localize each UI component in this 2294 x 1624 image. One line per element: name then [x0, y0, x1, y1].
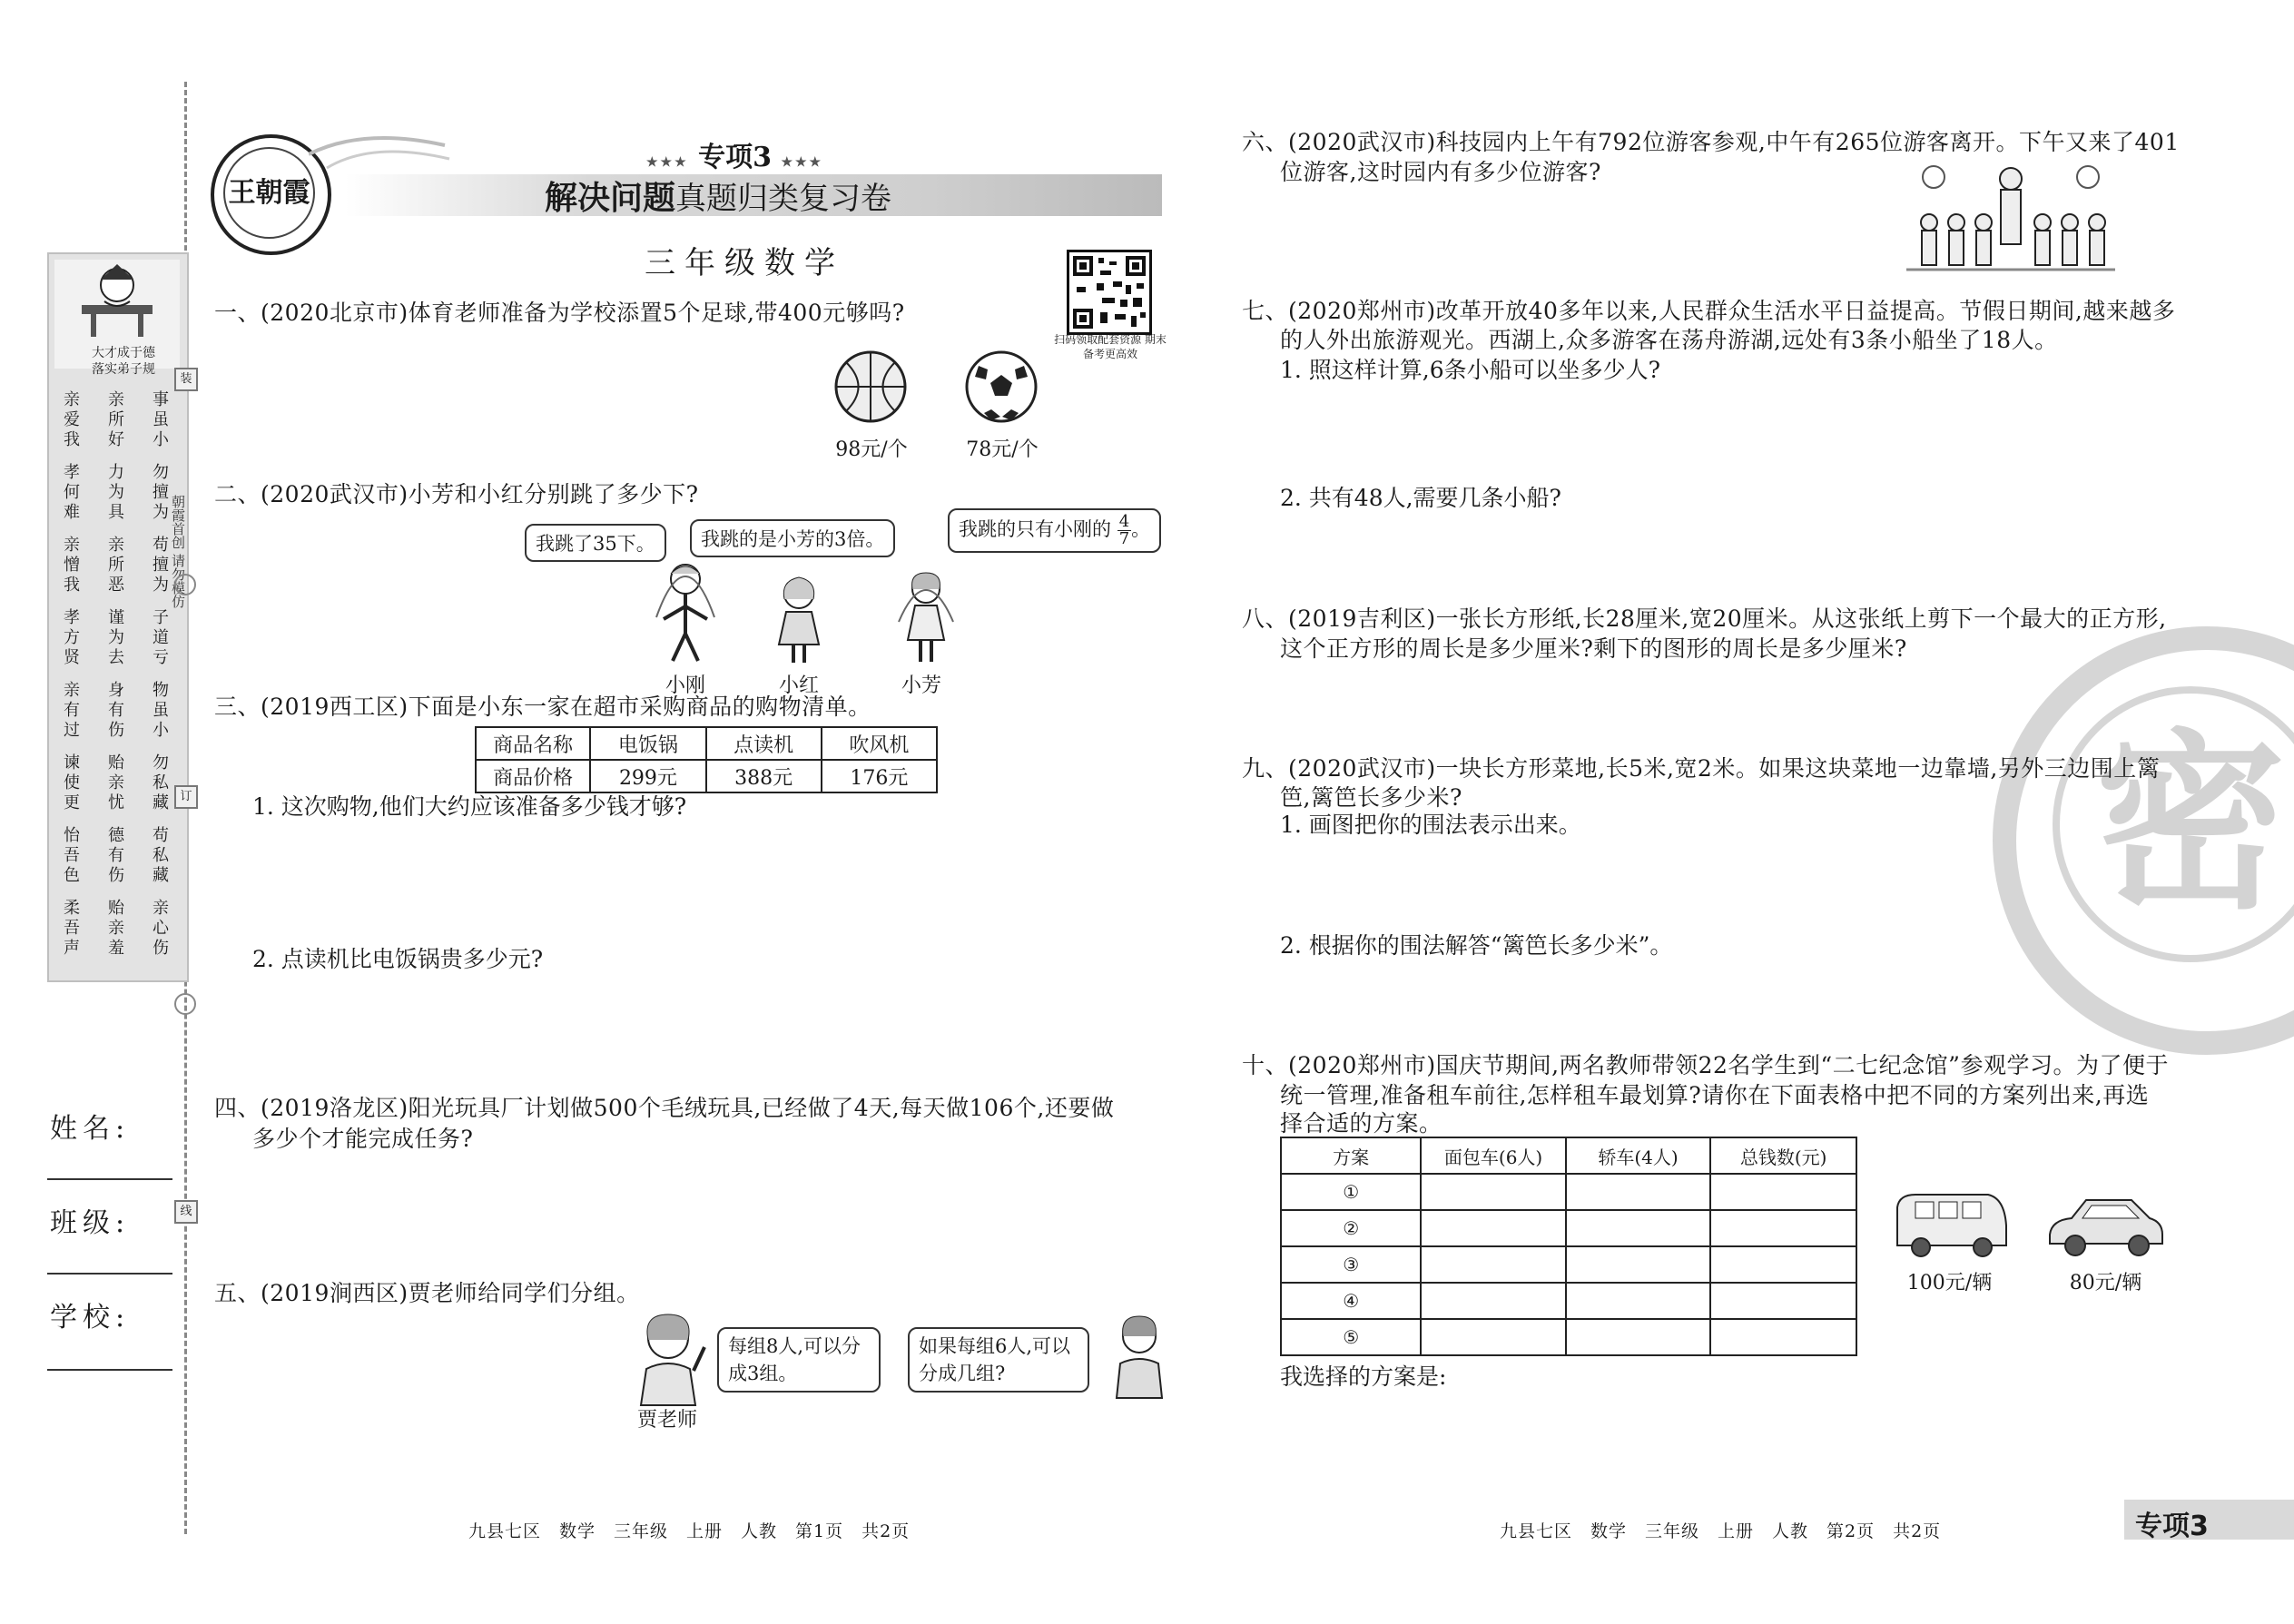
grade-subject: 三年级数学 — [645, 245, 844, 281]
qr-caption: 扫码领取配套资源 期末备考更高效 — [1054, 333, 1167, 360]
plan-number: ① — [1281, 1174, 1421, 1210]
van-image — [1888, 1189, 2011, 1262]
fraction-numerator: 4 — [1118, 512, 1130, 531]
kid-label-xiaofang: 小芳 — [901, 674, 941, 697]
secret-stamp — [1993, 626, 2294, 1055]
rule-column: 贻亲羞 — [108, 899, 124, 958]
kid-label-xiaogang: 小刚 — [665, 674, 705, 697]
rule-group — [62, 681, 171, 741]
table-header-cell: 轿车(4人) — [1566, 1137, 1710, 1174]
speech-bubble-xiaogang: 我跳了35下。 — [525, 524, 666, 562]
question-9-line-2: 笆,篱笆长多少米? — [1280, 784, 1462, 811]
series-label — [646, 134, 823, 174]
kid-xiaofang-image — [890, 567, 962, 667]
school-line[interactable] — [47, 1369, 172, 1371]
answer-cell[interactable] — [1421, 1246, 1565, 1283]
table-cell: 吹风机 — [822, 727, 937, 760]
shopping-table — [475, 726, 938, 793]
answer-cell[interactable] — [1421, 1283, 1565, 1319]
table-cell: 176元 — [822, 760, 937, 792]
speech-bubble-teacher: 每组8人,可以分成3组。 — [717, 1327, 881, 1393]
question-8-line-1: 八、(2019吉利区)一张长方形纸,长28厘米,宽20厘米。从这张纸上剪下一个最大的正方形, — [1242, 605, 2167, 632]
question-9-line-1: 九、(2020武汉市)一块长方形菜地,长5米,宽2米。如果这块菜地一边靠墙,另外三边围上篱 — [1242, 755, 2161, 782]
answer-cell[interactable] — [1566, 1174, 1710, 1210]
question-3-part-1: 1. 这次购物,他们大约应该准备多少钱才够? — [252, 793, 687, 820]
van-price: 100元/辆 — [1906, 1272, 1993, 1294]
speech-bubble-xiaofang — [948, 508, 1161, 553]
rule-column: 亲所好 — [108, 390, 124, 449]
rule-column: 勿私藏 — [153, 753, 169, 812]
ribbon-decoration — [309, 118, 454, 182]
table-cell: 299元 — [590, 760, 705, 792]
answer-cell[interactable] — [1710, 1174, 1856, 1210]
answer-cell[interactable] — [1421, 1319, 1565, 1355]
plan-number: ⑤ — [1281, 1319, 1421, 1355]
rule-group — [62, 390, 171, 450]
page-footer-right: 九县七区 数学 三年级 上册 人教 第2页 共2页 — [1500, 1521, 1942, 1541]
question-4-line-2: 多少个才能完成任务? — [252, 1126, 474, 1152]
rule-group — [62, 899, 171, 959]
table-row — [1281, 1210, 1856, 1246]
stars-right: ★★★ — [781, 155, 824, 170]
rule-column: 亲心伤 — [153, 899, 169, 958]
rule-column: 苟擅为 — [153, 536, 169, 595]
park-visitors-image — [1906, 159, 2115, 277]
question-5: 五、(2019涧西区)贾老师给同学们分组。 — [214, 1280, 640, 1306]
speech-bubble-student: 如果每组6人,可以分成几组? — [908, 1327, 1089, 1393]
table-cell: 电饭锅 — [590, 727, 705, 760]
rule-column: 事虽小 — [153, 390, 169, 449]
answer-cell[interactable] — [1566, 1319, 1710, 1355]
table-row — [476, 760, 937, 792]
question-3-part-2: 2. 点读机比电饭锅贵多少元? — [252, 946, 544, 972]
question-4-line-1: 四、(2019洛龙区)阳光玩具厂计划做500个毛绒玩具,已经做了4天,每天做106个,还要做 — [214, 1095, 1115, 1121]
question-10-line-3: 择合适的方案。 — [1280, 1110, 1442, 1137]
motto-line-2: 落实弟子规 — [92, 362, 155, 377]
plan-choice-label: 我选择的方案是: — [1280, 1363, 1447, 1390]
table-row — [1281, 1246, 1856, 1283]
answer-cell[interactable] — [1566, 1210, 1710, 1246]
table-header-row — [1281, 1137, 1856, 1174]
rule-group — [62, 826, 171, 886]
answer-cell[interactable] — [1566, 1283, 1710, 1319]
table-header-cell: 总钱数(元) — [1710, 1137, 1856, 1174]
punch-hole-1 — [174, 574, 196, 595]
school-label: 学校: — [50, 1302, 131, 1334]
student-image — [1108, 1309, 1171, 1400]
plan-number: ③ — [1281, 1246, 1421, 1283]
bind-mark-2: 订 — [174, 785, 198, 809]
rule-column: 子道亏 — [153, 608, 169, 667]
name-label: 姓名: — [50, 1113, 131, 1145]
football-price: 78元/个 — [966, 438, 1039, 461]
rule-column: 谏使更 — [64, 753, 80, 812]
plan-number: ② — [1281, 1210, 1421, 1246]
football-image — [964, 349, 1039, 424]
table-cell: 商品价格 — [476, 760, 590, 792]
teacher-label: 贾老师 — [636, 1409, 697, 1432]
answer-cell[interactable] — [1710, 1246, 1856, 1283]
rule-column: 孝方贤 — [64, 608, 80, 667]
answer-cell[interactable] — [1566, 1246, 1710, 1283]
table-row — [1281, 1283, 1856, 1319]
rule-column: 贻亲忧 — [108, 753, 124, 812]
question-6-line-1: 六、(2020武汉市)科技园内上午有792位游客参观,中午有265位游客离开。下午又来了401 — [1242, 129, 2180, 155]
rule-column: 孝何难 — [64, 463, 80, 522]
question-6-line-2: 位游客,这时园内有多少位游客? — [1280, 159, 1601, 185]
answer-cell[interactable] — [1710, 1283, 1856, 1319]
rule-column: 怡吾色 — [64, 826, 80, 885]
question-10-line-1: 十、(2020郑州市)国庆节期间,两名教师带领22名学生到“二七纪念馆”参观学习。为了便于 — [1242, 1052, 2169, 1078]
stars-left: ★★★ — [646, 155, 689, 170]
answer-cell[interactable] — [1710, 1319, 1856, 1355]
question-9-part-2: 2. 根据你的围法解答“篱笆长多少米”。 — [1280, 932, 1673, 959]
car-price: 80元/辆 — [2069, 1272, 2142, 1294]
rule-column: 亲爱我 — [64, 390, 80, 449]
class-label: 班级: — [50, 1207, 131, 1239]
fraction-denominator: 7 — [1118, 529, 1130, 548]
table-row — [1281, 1319, 1856, 1355]
rule-column: 力为具 — [108, 463, 124, 522]
teacher-image — [630, 1307, 712, 1407]
table-cell: 388元 — [706, 760, 822, 792]
kid-xiaohong-image — [763, 572, 835, 667]
answer-cell[interactable] — [1421, 1210, 1565, 1246]
rule-column: 物虽小 — [153, 681, 169, 740]
plan-number: ④ — [1281, 1283, 1421, 1319]
rule-column: 身有伤 — [108, 681, 124, 740]
qr-code[interactable] — [1067, 250, 1152, 335]
question-7-part-2: 2. 共有48人,需要几条小船? — [1280, 485, 1561, 511]
motto-line-1: 大才成于德 — [92, 346, 155, 360]
mascot-image — [54, 260, 180, 377]
answer-cell[interactable] — [1710, 1210, 1856, 1246]
bubble3-text: 我跳的只有小刚的 — [959, 518, 1111, 540]
answer-cell[interactable] — [1421, 1174, 1565, 1210]
brand-name: 王朝霞 — [223, 147, 315, 239]
rule-column: 柔吾声 — [64, 899, 80, 958]
question-9-part-1: 1. 画图把你的围法表示出来。 — [1280, 812, 1581, 838]
table-row — [476, 727, 937, 760]
rule-group — [62, 753, 171, 813]
rule-column: 勿擅为 — [153, 463, 169, 522]
question-3: 三、(2019西工区)下面是小东一家在超市采购商品的购物清单。 — [214, 694, 871, 720]
rule-group — [62, 536, 171, 595]
bind-mark-3: 线 — [174, 1200, 198, 1224]
question-7-line-1: 七、(2020郑州市)改革开放40多年以来,人民群众生活水平日益提高。节假日期间,越来越多 — [1242, 298, 2176, 324]
rule-group — [62, 463, 171, 523]
table-row — [1281, 1174, 1856, 1210]
page-footer-left: 九县七区 数学 三年级 上册 人教 第1页 共2页 — [468, 1521, 911, 1541]
table-header-cell: 面包车(6人) — [1421, 1137, 1565, 1174]
question-10-line-2: 统一管理,准备租车前往,怎样租车最划算?请你在下面表格中把不同的方案列出来,再选 — [1280, 1082, 2150, 1108]
bubble3-end: 。 — [1131, 518, 1151, 540]
sidebar-panel — [47, 252, 189, 982]
page-title — [545, 172, 891, 219]
title-sub: 真题归类复习卷 — [675, 181, 892, 217]
fraction — [1117, 514, 1131, 547]
table-cell: 点读机 — [706, 727, 822, 760]
kid-label-xiaohong: 小红 — [778, 674, 819, 697]
punch-hole-2 — [174, 993, 196, 1015]
rule-column: 苟私藏 — [153, 826, 169, 885]
name-line[interactable] — [47, 1178, 172, 1180]
basketball-price: 98元/个 — [835, 438, 908, 461]
question-2: 二、(2020武汉市)小芳和小红分别跳了多少下? — [214, 481, 699, 507]
question-7-part-1: 1. 照这样计算,6条小船可以坐多少人? — [1280, 357, 1661, 383]
bind-mark-1: 装 — [174, 368, 198, 391]
corner-label: 专项3 — [2135, 1511, 2209, 1542]
rules-list — [62, 390, 180, 971]
vertical-note: 朝霞首创 请勿模仿 — [170, 495, 186, 608]
speech-bubble-xiaohong: 我跳的是小芳的3倍。 — [690, 519, 895, 557]
question-1: 一、(2020北京市)体育老师准备为学校添置5个足球,带400元够吗? — [214, 300, 905, 326]
stamp-character: 密 — [2053, 686, 2294, 962]
rule-column: 亲有过 — [64, 681, 80, 740]
class-line[interactable] — [47, 1273, 172, 1275]
question-8-line-2: 这个正方形的周长是多少厘米?剩下的图形的周长是多少厘米? — [1280, 635, 1907, 662]
kid-xiaogang-image — [649, 554, 722, 667]
rule-column: 谨为去 — [108, 608, 124, 667]
series-text: 专项3 — [698, 142, 772, 173]
basketball-image — [833, 349, 908, 424]
title-main: 解决问题 — [545, 180, 676, 217]
table-cell: 商品名称 — [476, 727, 590, 760]
rule-column: 亲所恶 — [108, 536, 124, 595]
rental-plan-table — [1280, 1137, 1857, 1356]
question-7-line-2: 的人外出旅游观光。西湖上,众多游客在荡舟游湖,远处有3条小船坐了18人。 — [1280, 327, 2058, 353]
rule-group — [62, 608, 171, 668]
car-image — [2044, 1189, 2167, 1262]
rule-column: 德有伤 — [108, 826, 124, 885]
rule-column: 亲憎我 — [64, 536, 80, 595]
table-header-cell: 方案 — [1281, 1137, 1421, 1174]
